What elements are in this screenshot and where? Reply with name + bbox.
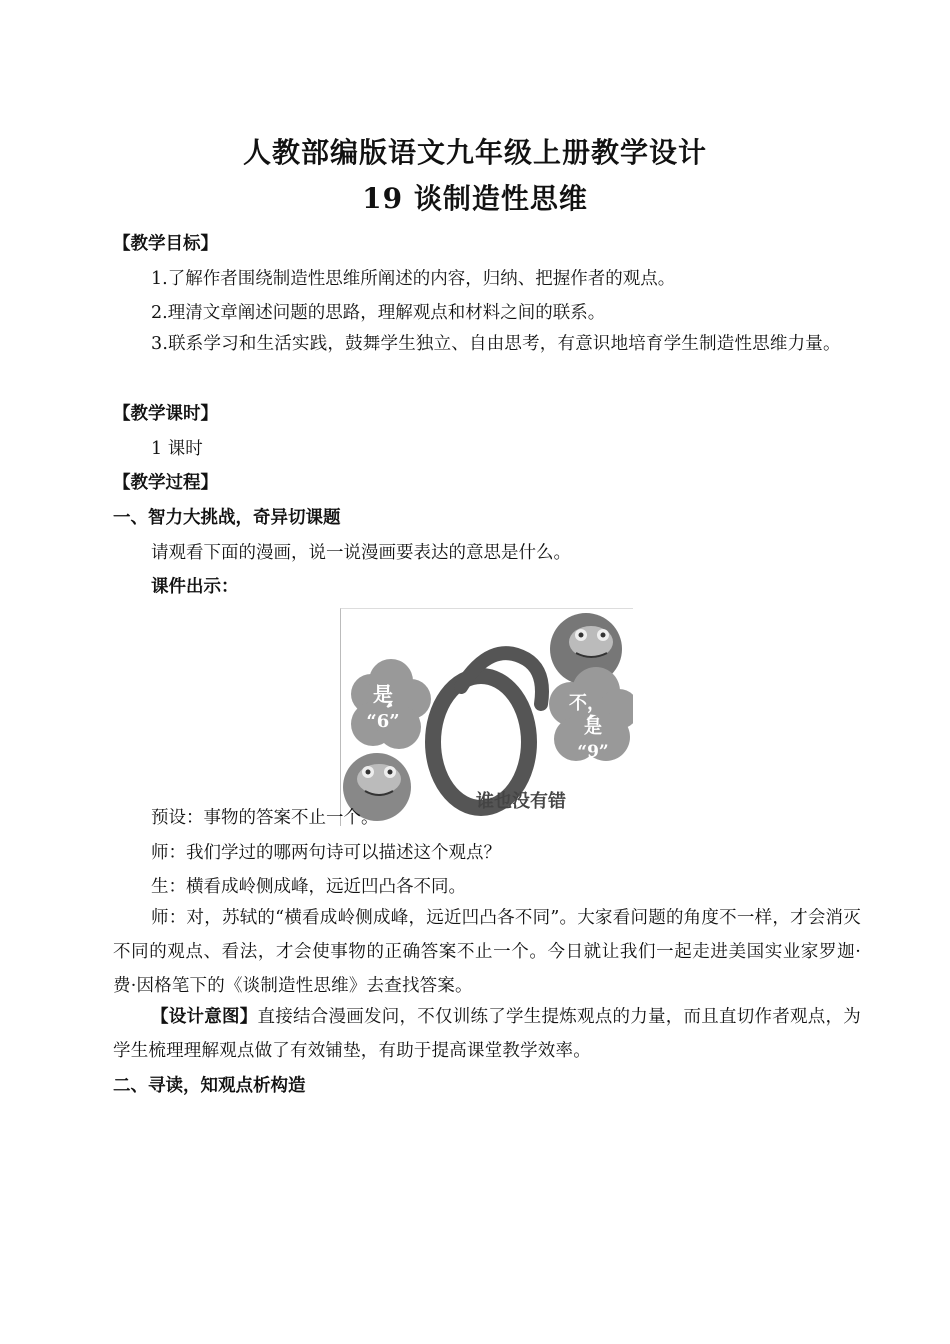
left-bubble-text-1: 是	[373, 682, 393, 706]
objective-item-3: 3.联系学习和生活实践，鼓舞学生独立、自由思考，有意识地培育学生制造性思维力量。	[151, 334, 841, 354]
comic-prompt: 请观看下面的漫画，说一说漫画要表达的意思是什么。	[151, 543, 571, 563]
teacher-question: 师：我们学过的哪两句诗可以描述这个观点？	[151, 843, 501, 863]
left-bubble-text-2: “6”	[366, 711, 400, 732]
objective-item-2: 2.理清文章阐述问题的思路，理解观点和材料之间的联系。	[151, 303, 606, 323]
right-bubble-text-2: 是	[584, 717, 602, 738]
numeral-loop	[433, 676, 529, 808]
right-bubble-text-1: 不，	[569, 693, 605, 714]
teacher-explanation: 师：对，苏轼的“横看成岭侧成峰，远近凹凸各不同”。大家看问题的角度不一样，才会消灭不同的观点、看法，才会使事物的正确答案不止一个。今日就让我们一起走进美国实业家罗迦·费·因格笔下的《谈制造性思维》去查找答案。	[113, 908, 861, 996]
document-title: 人教部编版语文九年级上册教学设计	[242, 136, 707, 169]
objectives-heading: 【教学目标】	[113, 234, 218, 254]
section-2-title: 二、寻读，知观点析构造	[113, 1076, 306, 1096]
comic-illustration	[340, 608, 633, 826]
right-bubble-text-3: “9”	[577, 742, 609, 762]
design-intent-label: 【设计意图】	[151, 1007, 258, 1027]
comic-caption: 谁也没有错	[476, 791, 566, 812]
student-answer: 生：横看成岭侧成峰，远近凹凸各不同。	[151, 877, 466, 897]
period-value: 1 课时	[151, 439, 203, 459]
design-intent	[113, 1000, 861, 1068]
section-1-title: 一、智力大挑战，奇异切课题	[113, 508, 341, 528]
design-intent-text: 直接结合漫画发问，不仅训练了学生提炼观点的力量，而且直切作者观点，为学生梳理理解观点做了有效铺垫，有助于提高课堂教学效率。	[113, 1007, 861, 1061]
lesson-title: 19 谈制造性思维	[362, 182, 588, 215]
process-heading: 【教学过程】	[113, 473, 218, 493]
preset-answer: 预设：事物的答案不止一个。	[151, 808, 379, 828]
period-heading: 【教学课时】	[113, 404, 218, 424]
objective-item-1: 1.了解作者围绕制造性思维所阐述的内容，归纳、把握作者的观点。	[151, 269, 676, 289]
courseware-label: 课件出示：	[151, 577, 239, 597]
